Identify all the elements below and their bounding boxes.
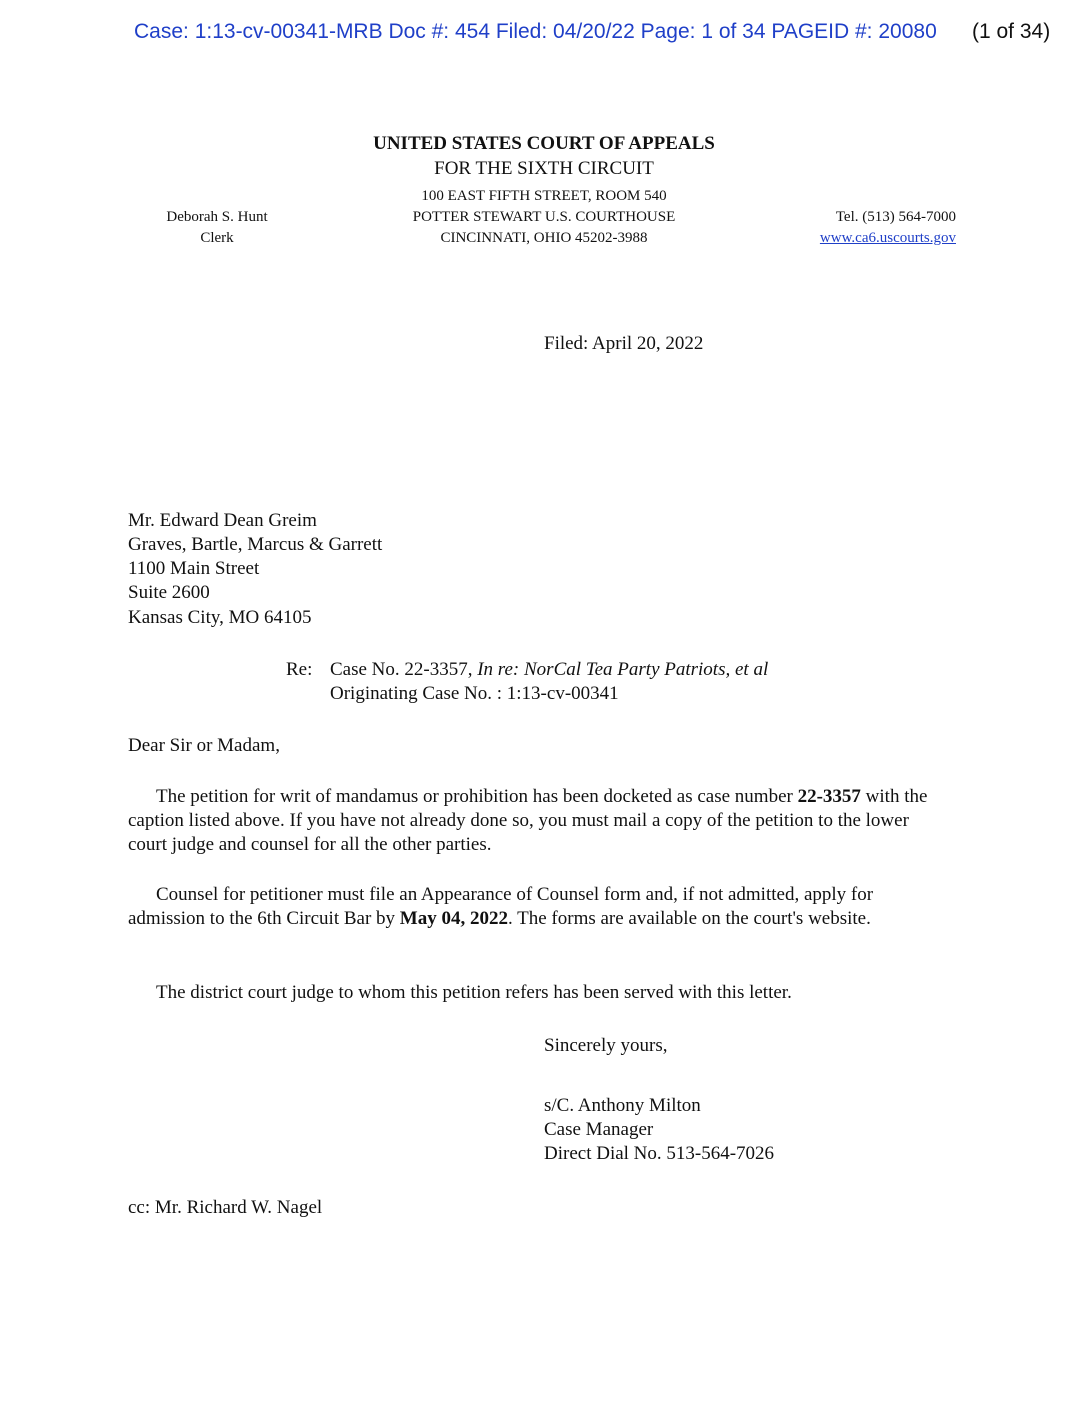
signature-direct-dial: Direct Dial No. 513-564-7026 [544,1143,775,1164]
court-name: UNITED STATES COURT OF APPEALS [373,133,715,154]
re-case-line [330,658,768,682]
page-count: (1 of 34) [972,20,1051,43]
paragraph-counsel-text: Counsel for petitioner must file an Appearance of Counsel form and, if not admitted, apply for admission to the 6th Circuit Bar by [128,884,874,929]
clerk-title: Clerk [200,230,234,246]
paragraph-docketing-text-end: with the caption listed above. If you have not already done so, you must mail a copy of the petition to the lower court judge and counsel for all the other parties. [128,786,928,855]
court-address-line2: POTTER STEWART U.S. COURTHOUSE [412,209,676,225]
filing-deadline: May 04, 2022 [399,908,508,929]
closing: Sincerely yours, [544,1035,668,1056]
recipient-street: 1100 Main Street [128,558,260,579]
clerk-name: Deborah S. Hunt [166,209,268,225]
re-label: Re: [286,659,313,680]
paragraph-docketing [128,785,948,857]
recipient-city: Kansas City, MO 64105 [128,607,312,628]
paragraph-counsel-text-end: . The forms are available on the court's website. [507,908,871,929]
re-case-number: Case No. 22-3357, [330,659,473,680]
paragraph-service [128,981,948,1005]
recipient-suite: Suite 2600 [128,582,210,603]
court-website-link[interactable]: www.ca6.uscourts.gov [819,230,956,246]
re-originating-case: Originating Case No. : 1:13-cv-00341 [330,683,619,704]
re-case-caption: In re: NorCal Tea Party Patriots, et al [477,659,769,680]
paragraph-service-text: The district court judge to whom this petition refers has been served with this letter. [156,982,792,1003]
docket-case-number: 22-3357 [797,786,861,807]
salutation: Dear Sir or Madam, [128,735,280,756]
signature-title: Case Manager [544,1119,654,1140]
court-phone: Tel. (513) 564-7000 [835,209,956,225]
paragraph-docketing-text: The petition for writ of mandamus or prohibition has been docketed as case number [156,786,798,807]
signature-name: s/C. Anthony Milton [544,1095,701,1116]
docket-stamp: Case: 1:13-cv-00341-MRB Doc #: 454 Filed: 04/20/22 Page: 1 of 34 PAGEID #: 20080 [134,20,937,43]
paragraph-counsel [128,883,948,931]
court-address-line3: CINCINNATI, OHIO 45202-3988 [440,230,648,246]
court-address-line1: 100 EAST FIFTH STREET, ROOM 540 [421,188,667,204]
cc-line: cc: Mr. Richard W. Nagel [128,1197,323,1218]
circuit-name: FOR THE SIXTH CIRCUIT [434,158,654,179]
recipient-firm: Graves, Bartle, Marcus & Garrett [128,534,383,555]
filed-date: Filed: April 20, 2022 [544,333,704,354]
recipient-name: Mr. Edward Dean Greim [128,510,317,531]
